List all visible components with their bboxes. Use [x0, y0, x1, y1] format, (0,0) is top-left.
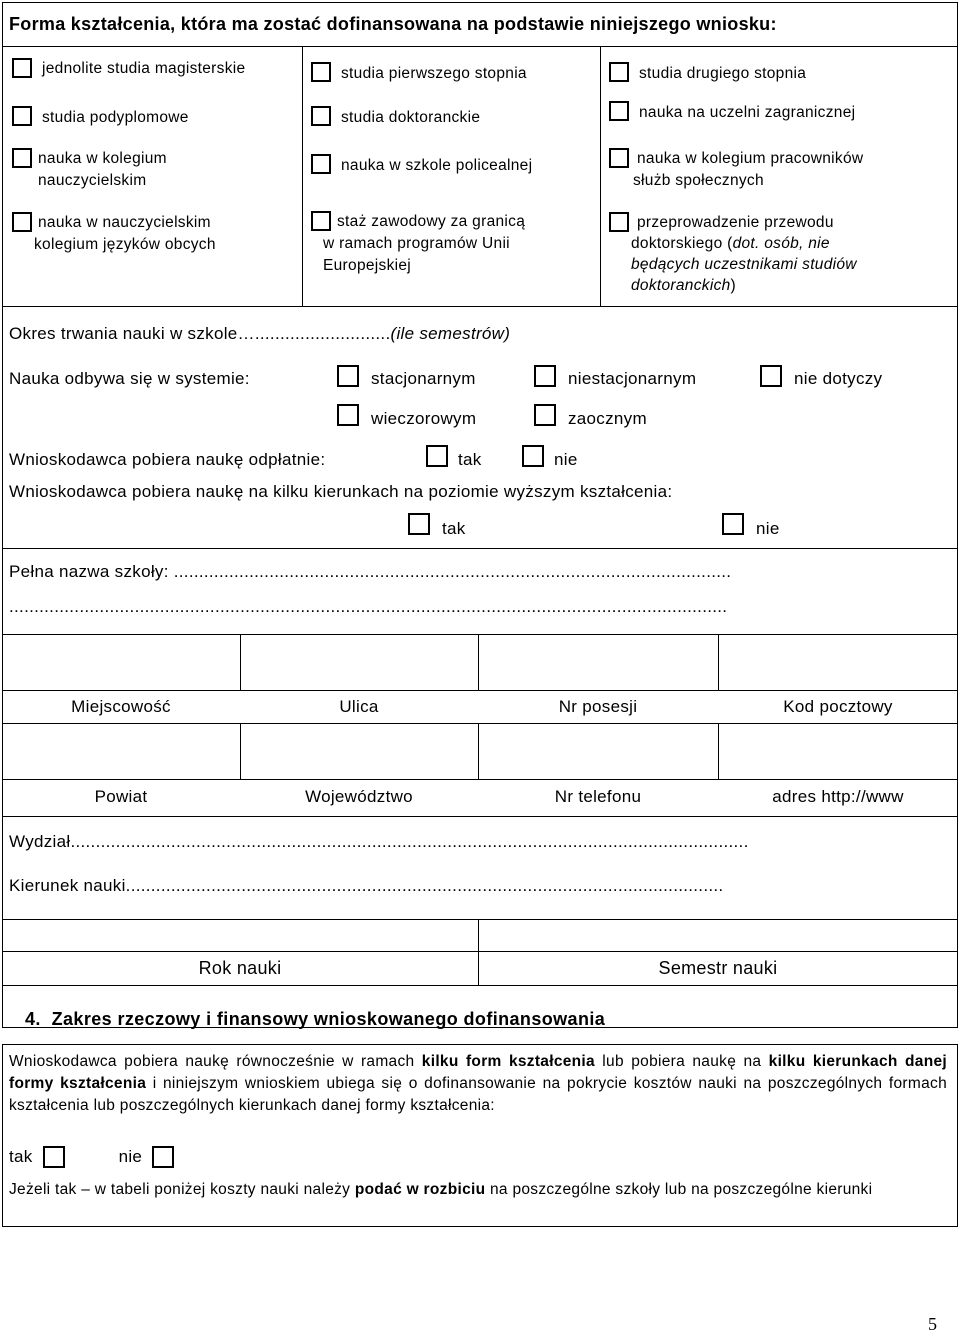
- multi-label: Wnioskodawca pobiera naukę na kilku kierunkach na poziomie wyższym kształcenia:: [9, 482, 673, 501]
- label-line: staż zawodowy za granicą: [337, 213, 526, 230]
- label-line: przeprowadzenie przewodu: [637, 214, 834, 231]
- option-drugiego-stopnia[interactable]: studia drugiego stopnia: [609, 62, 806, 83]
- label-line: Europejskiej: [323, 257, 412, 274]
- label-line: nauka w kolegium: [38, 150, 167, 167]
- contact-header-nr-telefonu: Nr telefonu: [554, 787, 642, 806]
- school-name-dots-2[interactable]: ...............................................................................................................................................: [9, 597, 728, 616]
- form-type-bottom-line: [2, 306, 958, 307]
- system-option-wieczorowym[interactable]: wieczorowym: [337, 404, 476, 429]
- system-option-zaocznym[interactable]: zaocznym: [534, 404, 647, 429]
- multi-yes[interactable]: tak: [408, 513, 466, 539]
- checkbox-kolegium-nauczycielskie[interactable]: [12, 148, 32, 168]
- form-type-col-sep-1: [302, 46, 303, 306]
- address-sep-1: [240, 634, 241, 690]
- form-type-title: Forma kształcenia, która ma zostać dofinansowana na podstawie niniejszego wniosku:: [9, 14, 777, 34]
- label-line: kolegium języków obcych: [34, 236, 216, 253]
- label-line: nauka w nauczycielskim: [38, 214, 211, 231]
- label-line-italic: będących uczestnikami studiów: [631, 256, 857, 273]
- checkbox-multi-no[interactable]: [722, 513, 744, 535]
- label-line-italic: dot. osób, nie: [732, 235, 830, 252]
- checkbox-niestacjonarnym[interactable]: [534, 365, 556, 387]
- contact-header-adres-www: adres http://www: [772, 787, 904, 806]
- section-4-yes-no: [9, 1146, 174, 1168]
- address-header-kod-pocztowy: Kod pocztowy: [783, 697, 893, 716]
- faculty-row: [9, 832, 949, 852]
- school-name-label: Pełna nazwa szkoły:: [9, 562, 174, 581]
- contact-header-powiat: Powiat: [94, 787, 148, 806]
- school-name-dots[interactable]: ...............................................................................................................: [173, 562, 732, 581]
- label-line: w ramach programów Unii: [323, 235, 510, 252]
- section-4-title: Zakres rzeczowy i finansowy wnioskowanego dofinansowania: [51, 1009, 606, 1029]
- address-sep-2: [478, 634, 479, 690]
- option-podyplomowe[interactable]: studia podyplomowe: [12, 106, 189, 127]
- contact-top-line: [2, 723, 958, 724]
- contact-sep-2: [478, 723, 479, 779]
- option-kolegium-pracownikow[interactable]: [609, 148, 863, 192]
- system-option-nie-dotyczy[interactable]: nie dotyczy: [760, 365, 882, 389]
- option-szkola-policealna[interactable]: nauka w szkole policealnej: [311, 154, 532, 175]
- multi-no[interactable]: nie: [722, 513, 780, 539]
- section-4-paragraph-1: Wnioskodawca pobiera naukę równocześnie w ramach kilku form kształcenia lub pobiera naukę na kilku kierunkach danej formy kształcenia i niniejszym wnioskiem ubiega się o dofinansowanie na pokrycie kosztów nauki na poszczególnych formach kształcenia lub poszczególnych kierunkach danej formy kształcenia:: [9, 1053, 947, 1114]
- address-header-ulica: Ulica: [339, 697, 379, 716]
- duration-label: Okres trwania nauki w szkole: [9, 324, 238, 343]
- option-kolegium-nauczycielskie[interactable]: [12, 148, 167, 192]
- school-top-line: [2, 548, 958, 549]
- contact-header-wojewodztwo: Województwo: [305, 787, 413, 806]
- year-label-line: [2, 951, 958, 952]
- faculty-dots[interactable]: .......................................................................................................................................: [70, 832, 749, 851]
- option-kolegium-jezykow[interactable]: [12, 212, 216, 256]
- contact-bottom-line: [2, 816, 958, 817]
- checkbox-jednolite[interactable]: [12, 58, 32, 78]
- checkbox-paid-yes[interactable]: [426, 445, 448, 467]
- checkbox-stacjonarnym[interactable]: [337, 365, 359, 387]
- option-przewod-doktorski[interactable]: [609, 212, 857, 296]
- checkbox-wieczorowym[interactable]: [337, 404, 359, 426]
- system-option-stacjonarnym[interactable]: stacjonarnym: [337, 365, 476, 389]
- paid-no[interactable]: nie: [522, 445, 578, 470]
- address-header-miejscowosc: Miejscowość: [71, 697, 171, 716]
- contact-label-line: [2, 779, 958, 780]
- checkbox-multi-yes[interactable]: [408, 513, 430, 535]
- duration-unit: (ile semestrów): [390, 324, 511, 343]
- system-label: Nauka odbywa się w systemie:: [9, 369, 250, 388]
- school-name-row: [9, 562, 731, 582]
- section-4-paragraph-2: Jeżeli tak – w tabeli poniżej koszty nauki należy podać w rozbiciu na poszczególne szkoły lub na poszczególne kierunki: [9, 1181, 873, 1198]
- contact-sep-3: [718, 723, 719, 779]
- checkbox-podyplomowe[interactable]: [12, 106, 32, 126]
- checkbox-przewod-doktorski[interactable]: [609, 212, 629, 232]
- label-line: służb społecznych: [633, 172, 764, 189]
- section-4-yes-label: tak: [9, 1147, 33, 1166]
- checkbox-szkola-policealna[interactable]: [311, 154, 331, 174]
- faculty-label: Wydział: [9, 832, 71, 851]
- option-doktoranckie[interactable]: studia doktoranckie: [311, 106, 480, 127]
- form-type-col-sep-2: [600, 46, 601, 306]
- option-uczelnia-zagraniczna[interactable]: nauka na uczelni zagranicznej: [609, 101, 855, 122]
- duration-row: [9, 324, 510, 344]
- course-label: Kierunek nauki: [9, 876, 126, 895]
- duration-dots[interactable]: …...........................: [237, 324, 391, 343]
- paid-yes[interactable]: tak: [426, 445, 482, 470]
- form-type-top-line: [2, 46, 958, 47]
- address-header-nr-posesji: Nr posesji: [558, 697, 638, 716]
- course-dots[interactable]: .......................................................................................................................: [125, 876, 724, 895]
- option-jednolite[interactable]: jednolite studia magisterskie: [12, 58, 245, 78]
- checkbox-staz-zawodowy[interactable]: [311, 211, 331, 231]
- checkbox-section-4-no[interactable]: [152, 1146, 174, 1168]
- paid-label: Wnioskodawca pobiera naukę odpłatnie:: [9, 450, 326, 469]
- system-option-niestacjonarnym[interactable]: niestacjonarnym: [534, 365, 696, 389]
- address-label-line: [2, 690, 958, 691]
- label-line: ): [730, 277, 737, 294]
- section-4-no-label: nie: [118, 1147, 143, 1166]
- checkbox-drugiego-stopnia[interactable]: [609, 62, 629, 82]
- header-semestr-nauki: Semestr nauki: [658, 958, 778, 978]
- checkbox-uczelnia-zagraniczna[interactable]: [609, 101, 629, 121]
- option-staz-zawodowy[interactable]: [311, 211, 525, 277]
- checkbox-paid-no[interactable]: [522, 445, 544, 467]
- section-4-heading: [25, 1009, 605, 1030]
- section-4-number: 4.: [25, 1009, 41, 1029]
- address-sep-3: [718, 634, 719, 690]
- label-line: nauczycielskim: [38, 172, 147, 189]
- label-line: doktorskiego (: [631, 235, 733, 252]
- header-rok-nauki: Rok nauki: [198, 958, 282, 978]
- checkbox-section-4-yes[interactable]: [43, 1146, 65, 1168]
- label-line: nauka w kolegium pracowników: [637, 150, 864, 167]
- year-top-line: [2, 919, 958, 920]
- checkbox-kolegium-pracownikow[interactable]: [609, 148, 629, 168]
- checkbox-kolegium-jezykow[interactable]: [12, 212, 32, 232]
- checkbox-zaocznym[interactable]: [534, 404, 556, 426]
- label-line-italic: doktoranckich: [631, 277, 731, 294]
- page-number: 5: [928, 1314, 937, 1334]
- year-bottom-line: [2, 985, 958, 986]
- option-pierwszego-stopnia[interactable]: studia pierwszego stopnia: [311, 62, 527, 83]
- contact-sep-1: [240, 723, 241, 779]
- checkbox-pierwszego-stopnia[interactable]: [311, 62, 331, 82]
- checkbox-nie-dotyczy[interactable]: [760, 365, 782, 387]
- address-top-line: [2, 634, 958, 635]
- checkbox-doktoranckie[interactable]: [311, 106, 331, 126]
- course-row: [9, 876, 949, 896]
